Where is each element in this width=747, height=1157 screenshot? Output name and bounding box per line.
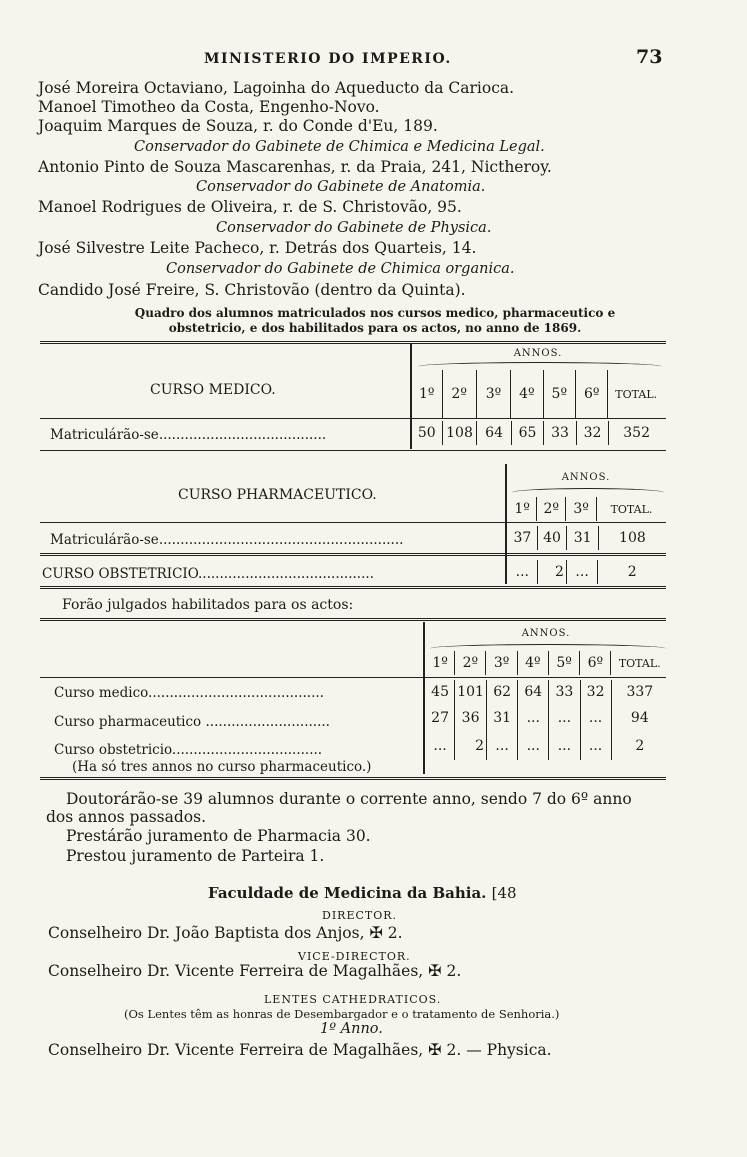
page-number: 73	[636, 46, 663, 68]
table2-body	[508, 526, 666, 550]
col-header: 4º	[511, 370, 543, 418]
col-header: 1º	[419, 386, 435, 402]
table-cell: ...	[518, 704, 549, 732]
table-cell: ...	[566, 560, 597, 584]
col-header: 5º	[543, 370, 575, 418]
annos-label: ANNOS.	[521, 628, 571, 639]
table-cell: 32	[580, 680, 611, 704]
table1-body	[412, 421, 664, 445]
table-cell: 31	[567, 526, 598, 550]
col-header: TOTAL.	[611, 651, 668, 675]
table-cell: 101	[455, 680, 487, 704]
table-vrule	[505, 464, 507, 584]
table-cell: 108	[598, 526, 666, 550]
row-label: Curso medico.........................................	[54, 685, 324, 701]
table-cell: 94	[611, 704, 668, 732]
col-header: 1º	[514, 501, 530, 517]
row-label: Curso obstetricio...................................	[54, 742, 323, 758]
table-cell: 2	[598, 560, 666, 584]
table2-obst	[508, 560, 666, 584]
role-line: Conservador do Gabinete de Anatomia.	[196, 179, 486, 195]
text-line: Prestárão juramento de Pharmacia 30.	[66, 827, 371, 845]
table-cell: 40	[537, 526, 567, 550]
table-cell: 64	[518, 680, 549, 704]
table-rule	[40, 777, 666, 780]
col-header: TOTAL.	[597, 497, 666, 521]
table-vrule	[423, 622, 425, 774]
role-line: Conservador do Gabinete de Chimica e Medicina Legal.	[134, 139, 545, 155]
table-row	[426, 704, 668, 732]
col-header: 3º	[566, 497, 597, 521]
table-rule	[40, 450, 666, 451]
col-header: 6º	[576, 370, 608, 418]
table-cell: 37	[513, 530, 532, 546]
table-cell: 65	[511, 421, 543, 445]
row-label: Curso pharmaceutico .............................	[54, 714, 330, 730]
table-cell: 2	[611, 732, 668, 760]
table-cell: ...	[580, 704, 611, 732]
table-cell: 2	[455, 732, 487, 760]
table-cell: 36	[455, 704, 487, 732]
role-line: Conservador do Gabinete de Physica.	[216, 220, 492, 236]
table-caption-line1: Quadro dos alumnos matriculados nos cursos medico, pharmaceutico e	[134, 306, 616, 320]
table-cell: ...	[580, 732, 611, 760]
row-label: CURSO OBSTETRICIO.........................................	[42, 566, 374, 582]
col-header: 2º	[442, 370, 476, 418]
role-line: Conservador do Gabinete de Chimica organica.	[166, 261, 515, 277]
text-line: Conselheiro Dr. Vicente Ferreira de Magalhães, ✠ 2.	[48, 961, 462, 980]
annos-label: ANNOS.	[561, 472, 611, 483]
table-rule	[40, 341, 666, 344]
col-header: TOTAL.	[608, 370, 664, 418]
col-header: 2º	[537, 497, 566, 521]
cross-of-order-icon: ✠	[428, 961, 442, 980]
table-cell: ...	[433, 738, 447, 754]
col-header: 3º	[486, 651, 517, 675]
table-rule	[40, 522, 666, 523]
table-note: (Ha só tres annos no curso pharmaceutico.)	[72, 759, 372, 775]
table-cell: 337	[611, 680, 668, 704]
table2-header	[508, 497, 666, 521]
table-cell: 33	[544, 421, 576, 445]
table-cell: ...	[518, 732, 549, 760]
table-cell: ...	[515, 564, 530, 580]
col-header: 3º	[476, 370, 510, 418]
text-line: Prestou juramento de Parteira 1.	[66, 847, 325, 865]
table-cell: 31	[487, 704, 518, 732]
table-cell: 352	[609, 421, 664, 445]
table-cell: 108	[442, 421, 477, 445]
table-cell: ...	[549, 704, 580, 732]
text-line: José Silvestre Leite Pacheco, r. Detrás dos Quarteis, 14.	[38, 239, 477, 257]
text-line: dos annos passados.	[46, 808, 207, 826]
col-header: 1º	[432, 655, 448, 671]
course-title: CURSO PHARMACEUTICO.	[178, 487, 377, 503]
table-cell: ...	[549, 732, 580, 760]
text-line: José Moreira Octaviano, Lagoinha do Aqueducto da Carioca.	[38, 79, 515, 97]
table-cell: 62	[487, 680, 518, 704]
role-label: DIRECTOR.	[322, 909, 398, 922]
table-cell: ...	[487, 732, 518, 760]
col-header: 2º	[455, 651, 486, 675]
table3-body	[426, 680, 668, 760]
table-row	[426, 680, 668, 704]
section-heading: Faculdade de Medicina da Bahia. [48	[208, 884, 517, 902]
text-line: Manoel Timotheo da Costa, Engenho-Novo.	[38, 98, 380, 116]
brace-rule	[512, 488, 664, 497]
text-line: (Os Lentes têm as honras de Desembargador e o tratamento de Senhoria.)	[124, 1007, 560, 1021]
role-label: VICE-DIRECTOR.	[298, 950, 411, 963]
text-line: Conselheiro Dr. Vicente Ferreira de Magalhães, ✠ 2. — Physica.	[48, 1040, 552, 1059]
text-line: Joaquim Marques de Souza, r. do Conde d'Eu, 189.	[38, 117, 438, 135]
table-caption-line2: obstetricio, e dos habilitados para os actos, no anno de 1869.	[168, 321, 582, 335]
running-head-title: MINISTERIO DO IMPERIO.	[204, 51, 452, 67]
table-rule	[40, 677, 666, 678]
row-label: Matriculárão-se.........................................................	[50, 532, 404, 548]
table-cell: 33	[549, 680, 580, 704]
course-title: CURSO MEDICO.	[150, 382, 276, 398]
table3-header	[426, 651, 668, 675]
table-cell: 50	[417, 425, 436, 441]
table-rule	[40, 418, 666, 419]
row-label: Matriculárão-se.......................................	[50, 427, 327, 443]
table-cell: 2	[537, 560, 566, 584]
text-line: Doutorárão-se 39 alumnos durante o corrente anno, sendo 7 do 6º anno	[66, 790, 632, 808]
table-rule	[40, 553, 666, 556]
table-cell: 64	[477, 421, 511, 445]
table-cell: 27	[431, 710, 449, 726]
table-cell: 45	[431, 684, 449, 700]
table-rule	[40, 586, 666, 589]
annos-label: ANNOS.	[513, 348, 563, 359]
text-line: Manoel Rodrigues de Oliveira, r. de S. Christovão, 95.	[38, 198, 462, 216]
cross-of-order-icon: ✠	[428, 1040, 442, 1059]
text-line: Antonio Pinto de Souza Mascarenhas, r. da Praia, 241, Nictheroy.	[38, 158, 552, 176]
role-label: 1º Anno.	[320, 1021, 383, 1037]
role-label: LENTES CATHEDRATICOS.	[264, 993, 442, 1006]
col-header: 5º	[548, 651, 579, 675]
table1-header	[412, 370, 664, 418]
table-cell: 32	[576, 421, 608, 445]
table-row	[426, 732, 668, 760]
table-rule	[40, 618, 666, 621]
cross-of-order-icon: ✠	[369, 923, 383, 942]
col-header: 6º	[580, 651, 611, 675]
text-line: Candido José Freire, S. Christovão (dentro da Quinta).	[38, 281, 466, 299]
col-header: 4º	[517, 651, 548, 675]
table3-intro: Forão julgados habilitados para os actos:	[62, 597, 354, 613]
text-line: Conselheiro Dr. João Baptista dos Anjos, ✠ 2.	[48, 923, 403, 942]
